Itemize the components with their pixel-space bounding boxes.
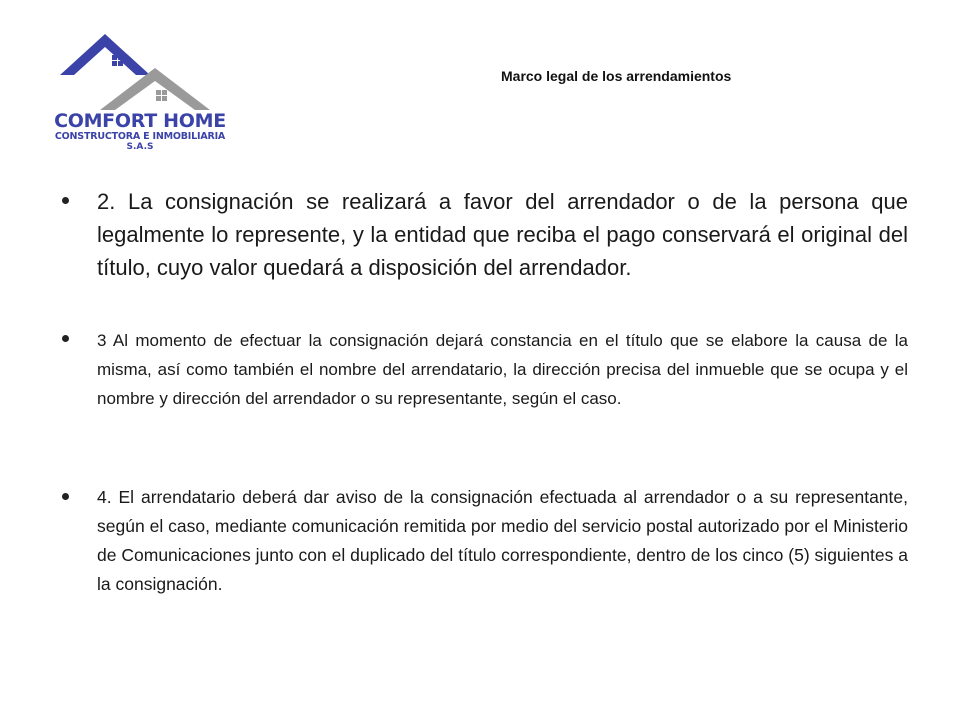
logo-name: COMFORT HOME: [54, 110, 226, 132]
list-item-text: 3 Al momento de efectuar la consignación dejará constancia en el título que se elabore la causa de la misma, así como también el nombre del arrendatario, la dirección precisa del inmueble que se ocupa y el nombre y dirección del arrendador o su representante, según el caso.: [97, 331, 908, 408]
page-title: Marco legal de los arrendamientos: [501, 68, 732, 84]
list-item: [62, 483, 908, 599]
list-item: [62, 185, 908, 284]
list-item-text: 2. La consignación se realizará a favor del arrendador o de la persona que legalmente lo represente, y la entidad que reciba el pago conservará el original del título, cuyo valor quedará a disposición del arrendador.: [97, 189, 908, 280]
company-logo: [50, 30, 230, 160]
bullet-icon: [62, 335, 69, 342]
bullet-icon: [62, 197, 69, 204]
bullet-icon: [62, 493, 69, 500]
list-item: [62, 326, 908, 413]
logo-subtitle: CONSTRUCTORA E INMOBILIARIA: [54, 131, 226, 142]
list-item-text: 4. El arrendatario deberá dar aviso de la consignación efectuada al arrendador o a su representante, según el caso, mediante comunicación remitida por medio del servicio postal autorizado por el Ministerio de Comunicaciones junto con el duplicado del título correspondiente, dentro de los cinco (5) siguientes a la consignación.: [97, 487, 908, 594]
logo-suffix: S.A.S: [126, 142, 154, 152]
house-roof-icon: [50, 30, 230, 115]
